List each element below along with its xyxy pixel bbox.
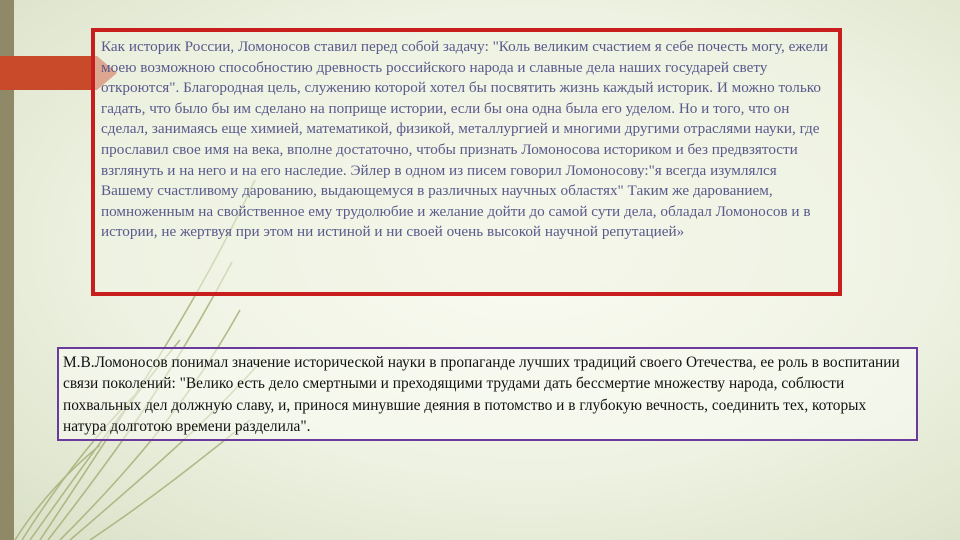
summary-box <box>57 347 918 441</box>
quote-box <box>91 28 842 296</box>
quote-text: Как историк России, Ломоносов ставил перед собой задачу: "Коль великим счастием я себе почесть могу, ежели моею возможною способностию древность российского народа и славные дела наших государей свету откроются". Благородная цель, служению которой хотел бы посвятить жизнь каждый историк. И можно только гадать, что было бы им сделано на поприще истории, если бы она одна была его уделом. Но и того, что он сделал, занимаясь еще химией, математикой, физикой, металлургией и многими другими отраслями науки, где прославил свое имя на века, вполне достаточно, чтобы признать Ломоносова историком и без предвзятости взглянуть и на него и на его наследие. Эйлер в одном из писем говорил Ломоносову:"я всегда изумлялся Вашему счастливому дарованию, выдающемуся в различных научных областях" Таким же дарованием, помноженным на свойственное ему трудолюбие и желание дойти до самой сути дела, обладал Ломоносов и в истории, не жертвуя при этом ни истиной и ни своей очень высокой научной репутацией» <box>101 38 829 241</box>
summary-text: М.В.Ломоносов понимал значение исторической науки в пропаганде лучших традиций своего Отечества, ее роль в воспитании связи поколений: "Велико есть дело смертными и преходящими трудами дать бессмертие множеству народа, соблюсти похвальных дел должную славу, и, принося минувшие деяния в потомство и в глубокую вечность, соединить тех, которых натура долготою времени разделила". <box>63 354 900 436</box>
title-accent-tab <box>0 56 97 90</box>
